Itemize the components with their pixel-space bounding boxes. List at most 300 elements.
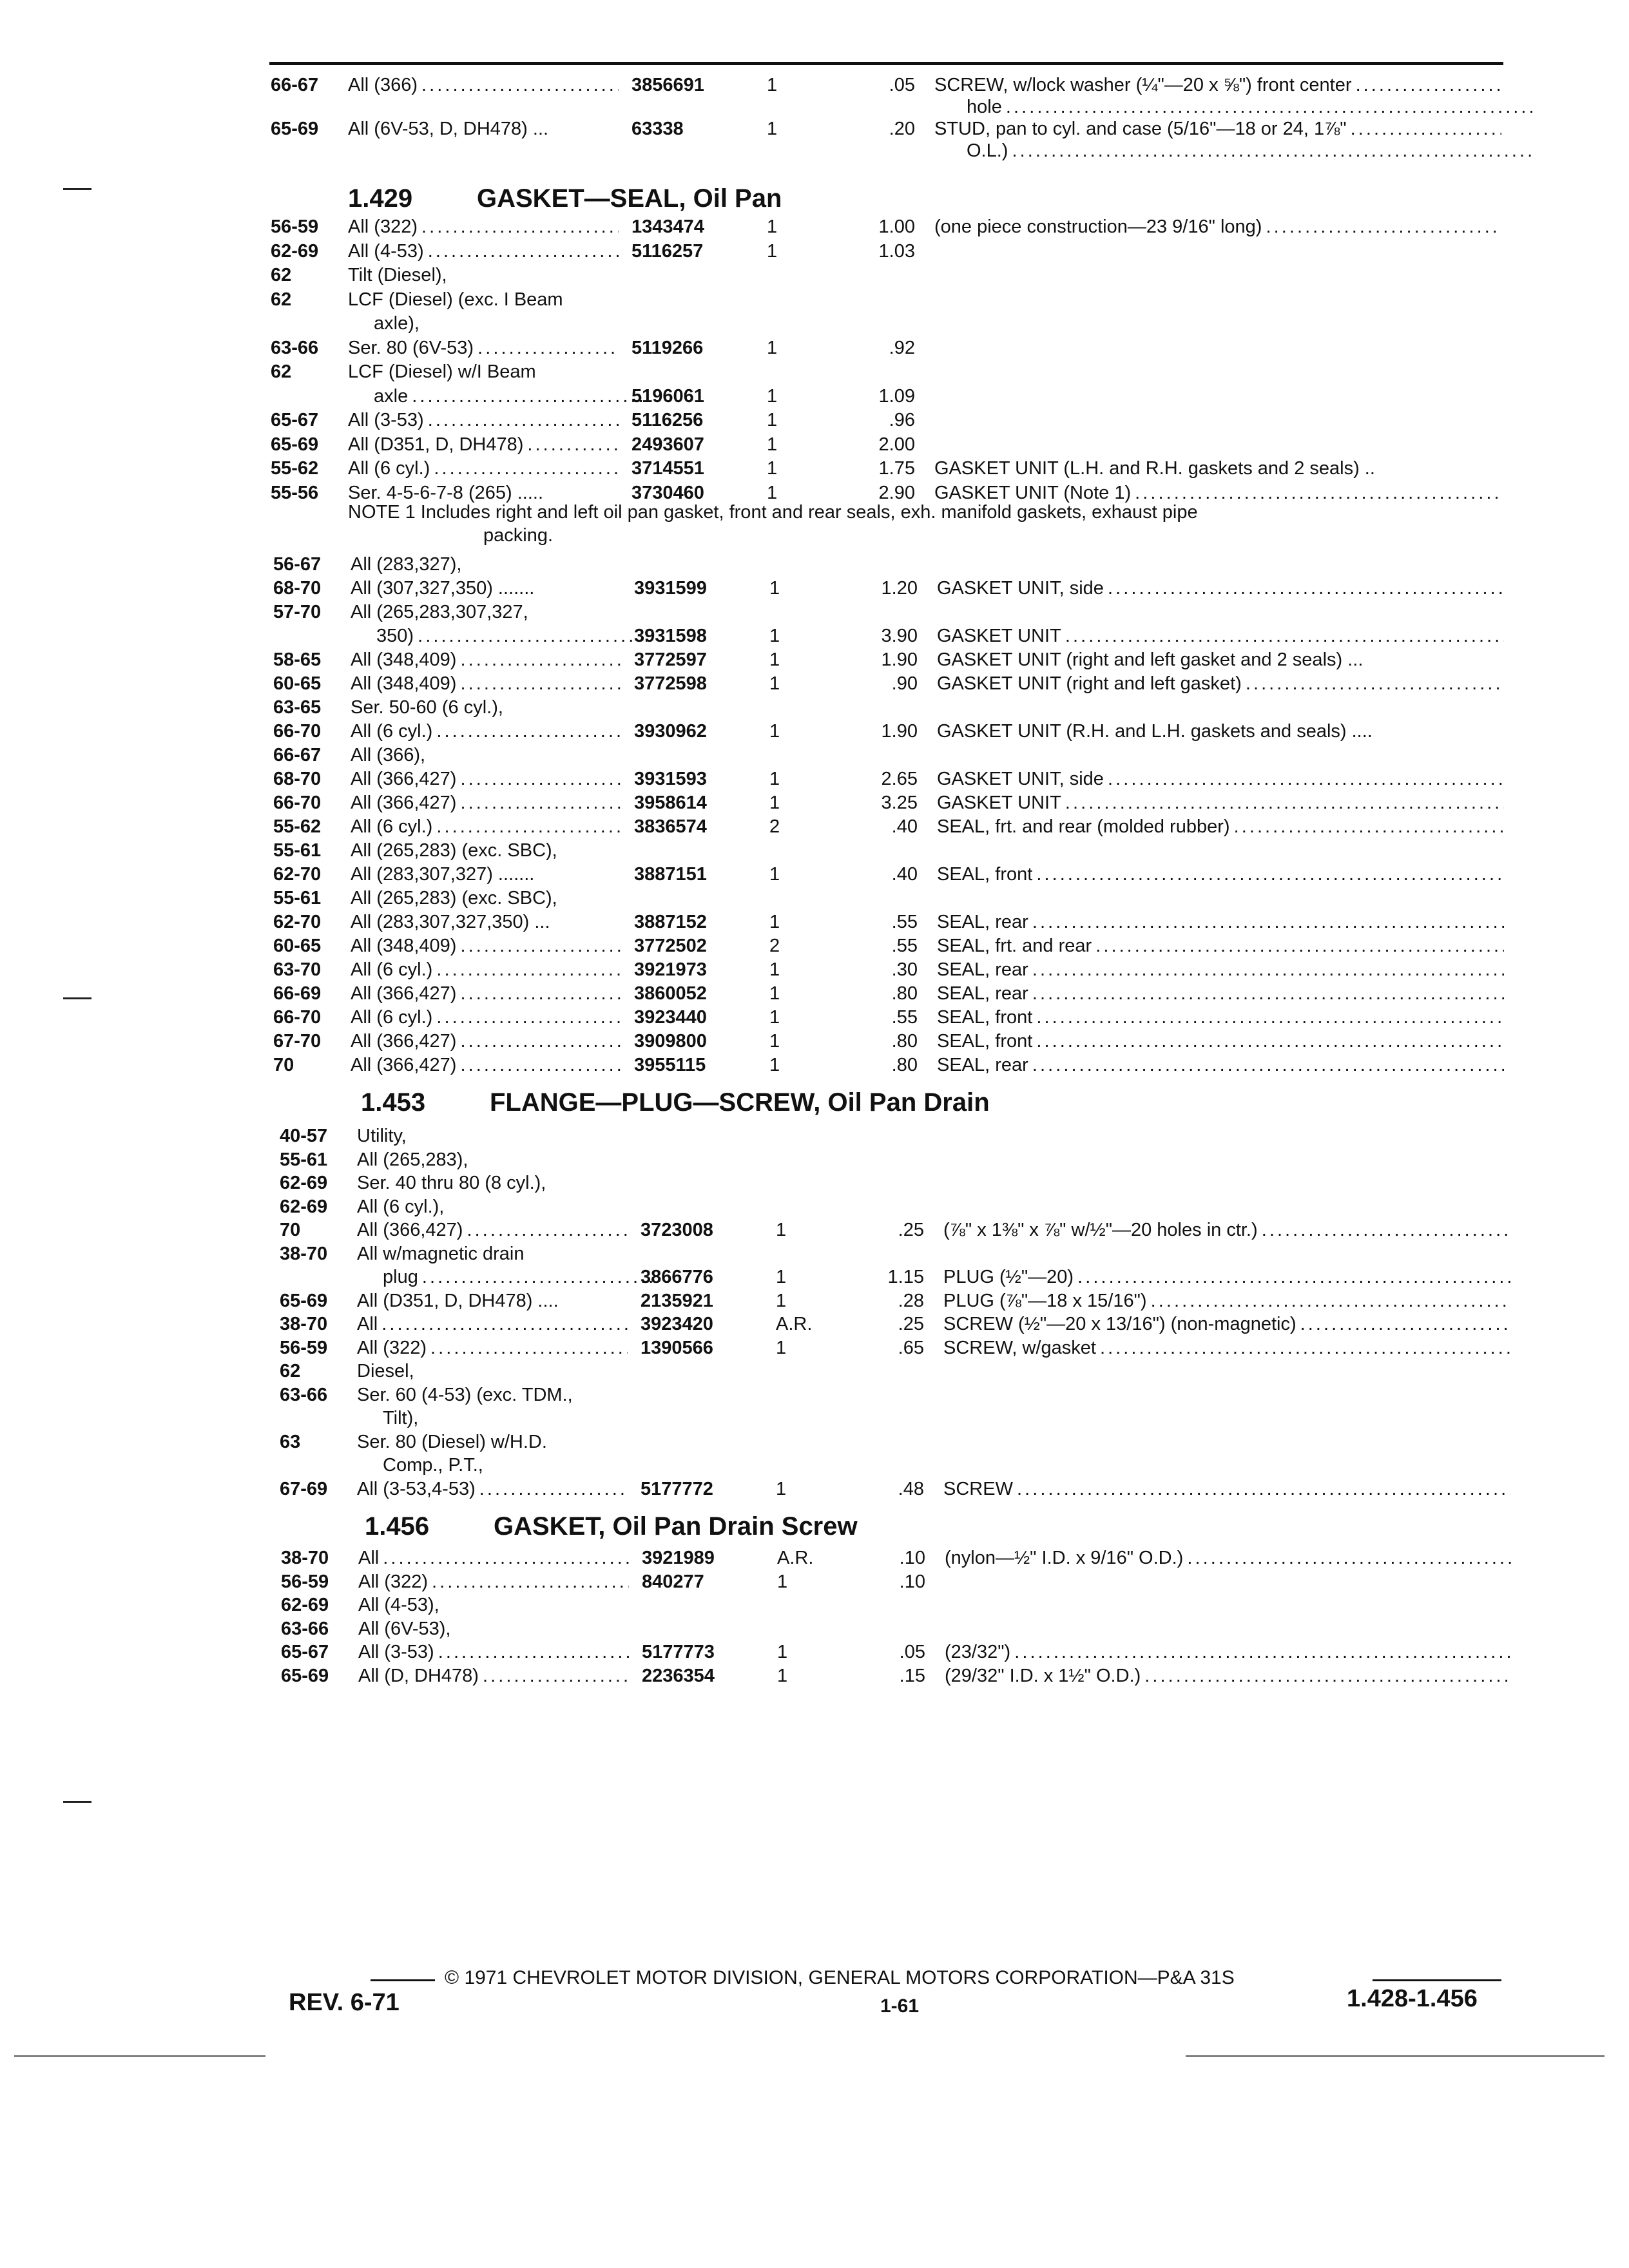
price: .10 [899,1548,925,1568]
copyright-line: © 1971 CHEVROLET MOTOR DIVISION, GENERAL MOTORS CORPORATION—P&A 31S [445,1967,1235,1988]
quantity: 1 [767,240,778,262]
application: All (4-53) . . . [348,240,619,263]
margin-mark [63,1801,92,1803]
description: GASKET UNIT (L.H. and R.H. gaskets and 2 seals) .. [934,458,1375,479]
application: All (6V-53, D, DH478) ... [348,119,549,139]
parts-row [3,863,1629,889]
price: 1.15 [887,1267,924,1287]
part-number: 3923440 [634,1007,707,1028]
quantity: 1 [767,75,778,95]
quantity: 1 [769,626,780,646]
year-range: 65-69 [281,1665,329,1686]
year-range: 68-70 [273,578,322,599]
application: Tilt), [383,1408,419,1428]
parts-row [3,720,1629,745]
year-range: 62-70 [273,864,322,885]
application: All (D, DH478) . . . [358,1664,629,1687]
application: All (6V-53), [358,1618,451,1639]
parts-row [3,982,1629,1008]
parts-row [3,767,1629,793]
quantity: A.R. [776,1314,813,1334]
year-range: 63-66 [280,1384,328,1405]
price: .40 [891,816,918,837]
application: All (322) . . . [358,1570,629,1593]
quantity: 1 [769,1007,780,1028]
description: O.L.) . . . [967,139,1534,162]
application: All (283,307,327) ....... [351,864,535,885]
application: All (348,409) . . . [351,934,621,957]
parts-row [9,1148,1629,1174]
parts-row [3,624,1629,650]
description: GASKET UNIT (R.H. and L.H. gaskets and seals) .... [937,721,1373,742]
part-number: 63338 [631,119,684,139]
part-number: 3836574 [634,816,707,837]
description: GASKET UNIT (right and left gasket) . . . [937,672,1504,695]
footer-rule-right [1373,1979,1501,1981]
year-range: 70 [280,1220,301,1240]
application: Ser. 60 (4-53) (exc. TDM., [357,1384,573,1405]
year-range: 65-67 [281,1642,329,1662]
year-range: 56-59 [271,216,319,237]
year-range: 62 [271,361,292,382]
application: All (265,283), [357,1149,468,1170]
price: .80 [891,1031,918,1052]
year-range: 66-70 [273,721,322,742]
price: .96 [889,410,915,430]
application: All (366), [351,745,426,765]
application: All (6 cyl.) . . . [351,720,621,743]
year-range: 38-70 [281,1548,329,1568]
application: Comp., P.T., [383,1455,483,1475]
quantity: 1 [767,434,778,455]
application: plug . . . [383,1265,653,1289]
year-range: 56-67 [273,554,322,575]
application: Tilt (Diesel), [348,265,447,285]
application: axle), [374,313,419,334]
application: All (6 cyl.), [357,1196,445,1217]
price: 2.00 [878,434,915,455]
parts-row [0,215,1629,241]
description: SCREW, w/gasket . . . [943,1336,1510,1360]
year-range: 63 [280,1431,301,1452]
parts-row [9,1242,1629,1268]
price: .10 [899,1571,925,1592]
year-range: 56-59 [281,1571,329,1592]
price: .55 [891,1007,918,1028]
year-range: 55-56 [271,482,319,503]
quantity: 2 [769,936,780,956]
quantity: 1 [776,1220,787,1240]
quantity: 1 [767,385,778,407]
application: All (283,307,327,350) ... [351,912,550,932]
quantity: 1 [776,1337,787,1358]
section-number: 1.453 [361,1088,426,1117]
application: All (348,409) . . . [351,672,621,695]
price: 3.25 [881,793,918,813]
quantity: 1 [776,1290,787,1311]
description: PLUG (½"—20) . . . [943,1265,1510,1289]
application: All (D351, D, DH478) .... [357,1290,559,1311]
description: SEAL, rear . . . [937,982,1504,1005]
year-range: 56-59 [280,1337,328,1358]
year-range: 63-70 [273,959,322,980]
part-number: 3930962 [634,721,707,742]
quantity: 1 [769,769,780,789]
quantity: 1 [777,1571,788,1592]
application: Ser. 4-5-6-7-8 (265) ..... [348,482,544,503]
application: Ser. 80 (Diesel) w/H.D. [357,1431,547,1452]
page-number: 1-61 [880,1995,920,2017]
parts-row [3,672,1629,698]
price: 2.90 [878,482,915,503]
description: GASKET UNIT . . . [937,791,1504,814]
description: SEAL, front . . . [937,1006,1504,1029]
application: Ser. 50-60 (6 cyl.), [351,697,503,718]
description: SEAL, rear . . . [937,1053,1504,1077]
description: GASKET UNIT . . . [937,624,1504,648]
quantity: 1 [769,983,780,1004]
parts-row [9,1336,1629,1362]
year-range: 65-69 [271,434,319,455]
price: 2.65 [881,769,918,789]
part-number: 3958614 [634,793,707,813]
parts-row [9,1195,1629,1221]
application: All (366) . . . [348,73,619,97]
year-range: 65-69 [280,1290,328,1311]
application: Ser. 80 (6V-53) . . . [348,336,619,360]
description: GASKET UNIT (Note 1) . . . [934,481,1501,505]
application: All (366,427) . . . [351,767,621,791]
year-range: 63-65 [273,697,322,718]
parts-row [3,934,1629,960]
section-title: GASKET, Oil Pan Drain Screw [494,1512,858,1541]
year-range: 55-61 [273,840,322,861]
year-range: 66-67 [271,75,319,95]
price: .15 [899,1665,925,1686]
year-range: 38-70 [280,1243,328,1264]
application: All (265,283,307,327, [351,602,528,622]
description: SEAL, frt. and rear . . . [937,934,1504,957]
price: 1.09 [878,385,915,407]
parts-row [3,601,1629,626]
footer-rule-left [371,1979,435,1981]
quantity: 1 [769,864,780,885]
application: All (366,427) . . . [351,1053,621,1077]
price: .80 [891,1055,918,1075]
price: .25 [898,1220,924,1240]
part-number: 1343474 [631,216,704,237]
price: 1.90 [881,649,918,670]
part-number: 3887151 [634,864,707,885]
year-range: 65-69 [271,119,319,139]
parts-row [0,457,1629,483]
year-range: 60-65 [273,673,322,694]
quantity: 1 [769,959,780,980]
part-number: 5196061 [631,385,704,407]
application: All (3-53) . . . [348,408,619,432]
application: All (265,283) (exc. SBC), [351,888,557,908]
parts-row [3,791,1629,817]
parts-row [0,360,1629,386]
parts-row [3,958,1629,984]
parts-row [3,1030,1629,1055]
price: .65 [898,1337,924,1358]
parts-row [0,336,1629,362]
application: All (265,283) (exc. SBC), [351,840,557,861]
price: .28 [898,1290,924,1311]
note-1 [348,501,1198,547]
application: All . . . [357,1312,628,1336]
top-rule [269,62,1503,65]
note-line: packing. [483,525,554,546]
margin-mark [63,188,92,190]
description: STUD, pan to cyl. and case (5/16"—18 or 24, 1⅞" . . . [934,117,1501,140]
application: All . . . [358,1546,629,1570]
price: .92 [889,337,915,358]
quantity: 1 [767,119,778,139]
quantity: 1 [769,793,780,813]
application: 350) . . . [376,624,647,648]
description: GASKET UNIT, side . . . [937,767,1504,791]
application: All (348,409) . . . [351,648,621,671]
quantity: 1 [769,649,780,670]
year-range: 40-57 [280,1126,328,1146]
part-number: 3921973 [634,959,707,980]
parts-row [9,1289,1629,1315]
part-number: 3931598 [634,626,707,646]
parts-row [0,240,1629,265]
price: .55 [891,912,918,932]
quantity: 2 [769,816,780,837]
parts-row [10,1546,1629,1572]
parts-row [9,1477,1629,1503]
part-number: 3730460 [631,482,704,503]
part-number: 3923420 [641,1314,713,1334]
part-number: 2493607 [631,434,704,455]
year-range: 60-65 [273,936,322,956]
price: 1.90 [881,721,918,742]
parts-row [0,264,1629,289]
part-number: 2236354 [642,1665,715,1686]
year-range: 55-61 [280,1149,328,1170]
parts-row [9,1312,1629,1338]
year-range: 66-67 [273,745,322,765]
parts-row [9,1171,1629,1197]
price: .25 [898,1314,924,1334]
parts-row [10,1593,1629,1619]
parts-row [9,1383,1629,1409]
application: Diesel, [357,1361,414,1381]
quantity: 1 [776,1267,787,1287]
year-range: 66-69 [273,983,322,1004]
description: GASKET UNIT (right and left gasket and 2 seals) ... [937,649,1364,670]
quantity: 1 [769,1055,780,1075]
parts-row [0,433,1629,459]
quantity: 1 [769,1031,780,1052]
description: SCREW (½"—20 x 13/16") (non-magnetic) . . . [943,1312,1510,1336]
price: .80 [891,983,918,1004]
price: .05 [889,75,915,95]
bottom-rule [1186,2055,1605,2057]
parts-row [9,1454,1629,1479]
parts-row [9,1265,1629,1291]
part-number: 3931599 [634,578,707,599]
part-number: 5177773 [642,1642,715,1662]
parts-row [10,1617,1629,1643]
parts-row [0,385,1629,410]
parts-row [3,1006,1629,1032]
application: All (366,427) . . . [351,1030,621,1053]
parts-row [3,815,1629,841]
part-number: 3772502 [634,936,707,956]
part-number: 3955115 [634,1055,706,1075]
year-range: 55-62 [273,816,322,837]
part-number: 3921989 [642,1548,715,1568]
price: .40 [891,864,918,885]
price: .30 [891,959,918,980]
part-number: 1390566 [641,1337,713,1358]
price: 3.90 [881,626,918,646]
section-title: GASKET—SEAL, Oil Pan [477,184,782,213]
year-range: 55-61 [273,888,322,908]
description: SEAL, frt. and rear (molded rubber) . . . [937,815,1504,838]
price: .48 [898,1478,924,1499]
section-range: 1.428-1.456 [1347,1985,1478,2012]
description: (23/32") . . . [945,1640,1512,1664]
year-range: 62 [271,289,292,310]
year-range: 62-69 [271,240,319,262]
parts-row [9,1407,1629,1432]
quantity: 1 [767,482,778,503]
description: SEAL, rear . . . [937,958,1504,981]
part-number: 3772597 [634,649,707,670]
application: All (3-53,4-53) . . . [357,1477,628,1501]
parts-row [9,1218,1629,1244]
year-range: 55-62 [271,458,319,479]
application: All (4-53), [358,1595,439,1615]
year-range: 57-70 [273,602,322,622]
quantity: 1 [769,721,780,742]
price: .55 [891,936,918,956]
price: 1.00 [878,216,915,237]
year-range: 38-70 [280,1314,328,1334]
parts-row [3,648,1629,674]
note-line: NOTE 1 Includes right and left oil pan gasket, front and rear seals, exh. manifold gaskets, exhaust pipe [348,502,1198,523]
parts-row [3,887,1629,912]
parts-row [3,839,1629,865]
application: All (D351, D, DH478) . . . [348,433,619,456]
quantity: 1 [769,912,780,932]
parts-row [3,553,1629,579]
application: All (366,427) . . . [351,791,621,814]
year-range: 66-70 [273,1007,322,1028]
parts-row [3,744,1629,769]
description: (one piece construction—23 9/16" long) . . . [934,215,1501,238]
application: LCF (Diesel) w/I Beam [348,361,536,382]
price: 1.20 [881,578,918,599]
parts-row [3,696,1629,722]
parts-row [10,1570,1629,1596]
part-number: 5116257 [631,240,704,262]
part-number: 3931593 [634,769,707,789]
application: LCF (Diesel) (exc. I Beam [348,289,563,310]
description: (29/32" I.D. x 1½" O.D.) . . . [945,1664,1512,1687]
application: All (366,427) . . . [357,1218,628,1242]
revision-label: REV. 6-71 [289,1989,400,2016]
parts-row [10,1664,1629,1690]
parts-row [3,577,1629,602]
application: All (6 cyl.) . . . [348,457,619,480]
quantity: 1 [767,216,778,237]
year-range: 58-65 [273,649,322,670]
parts-row [0,288,1629,314]
parts-row [10,1640,1629,1666]
part-number: 5119266 [631,337,704,358]
description: (⅞" x 1⅜" x ⅞" w/½"—20 holes in ctr.) . . . [943,1218,1510,1242]
application: Utility, [357,1126,407,1146]
part-number: 3714551 [631,458,704,479]
application: All (3-53) . . . [358,1640,629,1664]
section-number: 1.456 [365,1512,430,1541]
application: Ser. 40 thru 80 (8 cyl.), [357,1173,546,1193]
application: All (322) . . . [348,215,619,238]
description: SEAL, front . . . [937,863,1504,886]
quantity: 1 [777,1665,788,1686]
description: SCREW, w/lock washer (¼"—20 x ⅝") front center . . . [934,73,1501,97]
quantity: 1 [767,458,778,479]
parts-row [9,1124,1629,1150]
application: All (6 cyl.) . . . [351,958,621,981]
price: .20 [889,119,915,139]
section-number: 1.429 [348,184,413,213]
section-title: FLANGE—PLUG—SCREW, Oil Pan Drain [490,1088,990,1117]
application: All (283,327), [351,554,462,575]
parts-row [0,139,1629,165]
description: SCREW . . . [943,1477,1510,1501]
application: All (307,327,350) ....... [351,578,535,599]
year-range: 63-66 [281,1618,329,1639]
application: All (366,427) . . . [351,982,621,1005]
year-range: 67-69 [280,1478,328,1499]
parts-row [9,1360,1629,1385]
year-range: 68-70 [273,769,322,789]
quantity: 1 [776,1478,787,1499]
part-number: 2135921 [641,1290,713,1311]
year-range: 63-66 [271,337,319,358]
year-range: 67-70 [273,1031,322,1052]
parts-row [9,1430,1629,1456]
price: 1.03 [878,240,915,262]
part-number: 5116256 [631,410,704,430]
price: .90 [891,673,918,694]
description: GASKET UNIT, side . . . [937,577,1504,600]
part-number: 840277 [642,1571,704,1592]
part-number: 3772598 [634,673,707,694]
year-range: 62-70 [273,912,322,932]
part-number: 3887152 [634,912,707,932]
application: axle . . . [374,385,644,408]
part-number: 5177772 [641,1478,713,1499]
description: SEAL, front . . . [937,1030,1504,1053]
parts-row [0,408,1629,434]
application: All (6 cyl.) . . . [351,815,621,838]
year-range: 62 [280,1361,301,1381]
quantity: 1 [767,337,778,358]
part-number: 3866776 [641,1267,713,1287]
quantity: 1 [777,1642,788,1662]
quantity: 1 [769,673,780,694]
description: PLUG (⅞"—18 x 15/16") . . . [943,1289,1510,1312]
